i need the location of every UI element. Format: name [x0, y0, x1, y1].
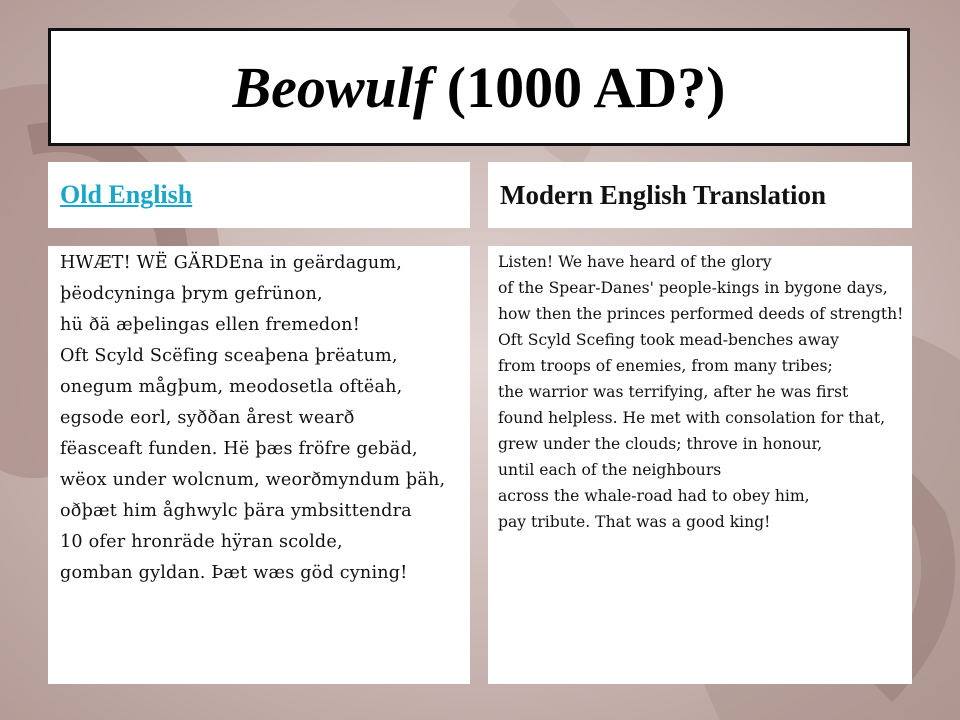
- old-english-line: HWÆT! WË GÄRDEna in geärdagum,: [60, 253, 403, 273]
- translation-line: found helpless. He met with consolation for that,: [498, 409, 886, 427]
- translation-lines: [498, 254, 904, 530]
- translation-line: of the Spear-Danes' people-kings in bygone days,: [498, 279, 888, 297]
- title-rest: (1000 AD?): [432, 54, 726, 120]
- translation-line: the warrior was terrifying, after he was first: [498, 383, 849, 401]
- translation-heading: Modern English Translation: [500, 179, 827, 210]
- title-italic: Beowulf: [232, 54, 433, 120]
- old-english-line: onegum mågþum, meodosetla oftëah,: [60, 377, 403, 397]
- translation-line: Listen! We have heard of the glory: [498, 253, 772, 271]
- right-column-header: [488, 162, 912, 228]
- translation-line: from troops of enemies, from many tribes;: [498, 357, 833, 375]
- title-box: [48, 28, 910, 146]
- translation-line: how then the princes performed deeds of strength!: [498, 305, 904, 323]
- old-english-line: hü ðä æþelingas ellen fremedon!: [60, 315, 360, 335]
- translation-panel: [488, 246, 912, 684]
- translation-line: Oft Scyld Scefing took mead-benches away: [498, 331, 839, 349]
- translation-line: until each of the neighbours: [498, 461, 722, 479]
- old-english-line: egsode eorl, syððan årest wearð: [60, 408, 355, 428]
- old-english-line: wëox under wolcnum, weorðmyndum þäh,: [60, 470, 446, 490]
- old-english-line: gomban gyldan. Þæt wæs göd cyning!: [60, 563, 408, 583]
- translation-line: grew under the clouds; throve in honour,: [498, 435, 823, 453]
- old-english-line: þëodcyninga þrym gefrünon,: [60, 284, 323, 304]
- old-english-line: Oft Scyld Scëfing sceaþena þrëatum,: [60, 346, 398, 366]
- old-english-line: 10 ofer hronräde hÿran scolde,: [60, 532, 343, 552]
- left-column-header: [48, 162, 470, 228]
- old-english-panel: [48, 246, 470, 684]
- old-english-lines: [60, 254, 460, 583]
- old-english-link[interactable]: Old English: [60, 180, 193, 209]
- page-title: [232, 54, 725, 121]
- translation-line: pay tribute. That was a good king!: [498, 513, 771, 531]
- old-english-line: oðþæt him åghwylc þära ymbsittendra: [60, 501, 412, 521]
- old-english-line: fëasceaft funden. Hë þæs fröfre gebäd,: [60, 439, 418, 459]
- translation-line: across the whale-road had to obey him,: [498, 487, 810, 505]
